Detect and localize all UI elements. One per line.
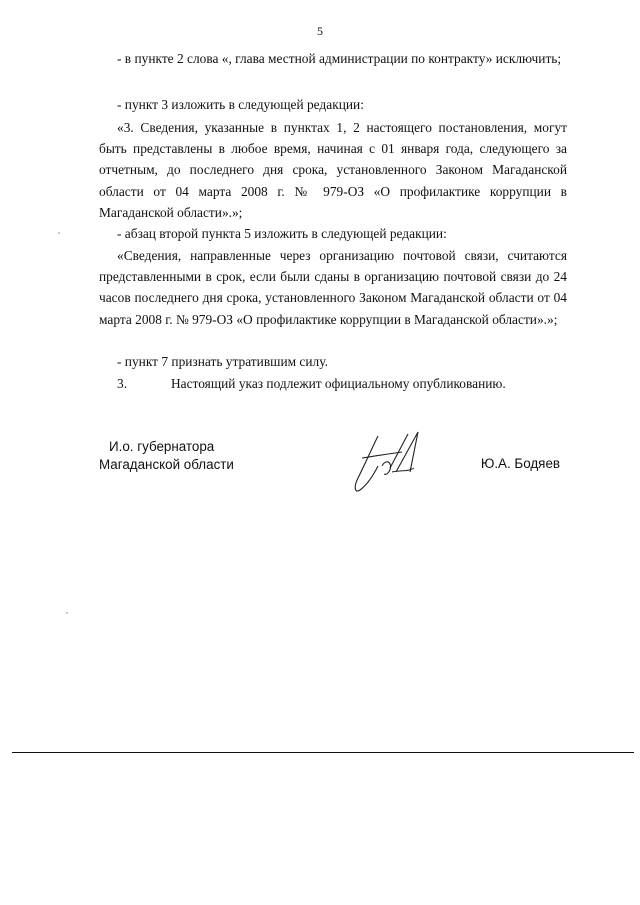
- paragraph-amend-item5-intro: - абзац второй пункта 5 изложить в следующей редакции:: [117, 226, 447, 241]
- handwritten-signature: [348, 428, 438, 498]
- scan-speck: [58, 232, 60, 234]
- signatory-title-line2: Магаданской области: [99, 457, 234, 472]
- paragraph-repeal-item7: - пункт 7 признать утратившим силу.: [117, 354, 328, 369]
- signatory-title-line1: И.о. губернатора: [109, 439, 215, 454]
- signatory-title: [99, 438, 234, 474]
- item-3: [117, 373, 506, 394]
- paragraph-amend-item3-intro: - пункт 3 изложить в следующей редакции:: [117, 97, 364, 112]
- item-3-number: 3.: [117, 376, 128, 391]
- paragraph-quoted-item3: «3. Сведения, указанные в пунктах 1, 2 настоящего постановления, могут быть представлены в любое время, начиная с 01 января года, следующего за отчетным, до последнего дня срока, установленного Законом Магаданской области от 04 марта 2008 г. № 979-ОЗ «О профилактике коррупции в Магаданской области».»;: [99, 120, 567, 220]
- item-3-text: Настоящий указ подлежит официальному опубликованию.: [171, 376, 506, 391]
- page-number: 5: [317, 24, 323, 38]
- paragraph-quoted-item5: «Сведения, направленные через организацию почтовой связи, считаются представленными в срок, если были сданы в организацию почтовой связи до 24 часов последнего дня срока, установленного Законом Магаданской области от 04 марта 2008 г. № 979-ОЗ «О профилактике коррупции в Магаданской области».»;: [99, 248, 567, 327]
- paragraph-amend-item2: - в пункте 2 слова «, глава местной администрации по контракту» исключить;: [117, 51, 562, 66]
- bottom-rule: [12, 752, 634, 753]
- scan-speck: [66, 612, 68, 614]
- signatory-name: Ю.А. Бодяев: [480, 456, 560, 471]
